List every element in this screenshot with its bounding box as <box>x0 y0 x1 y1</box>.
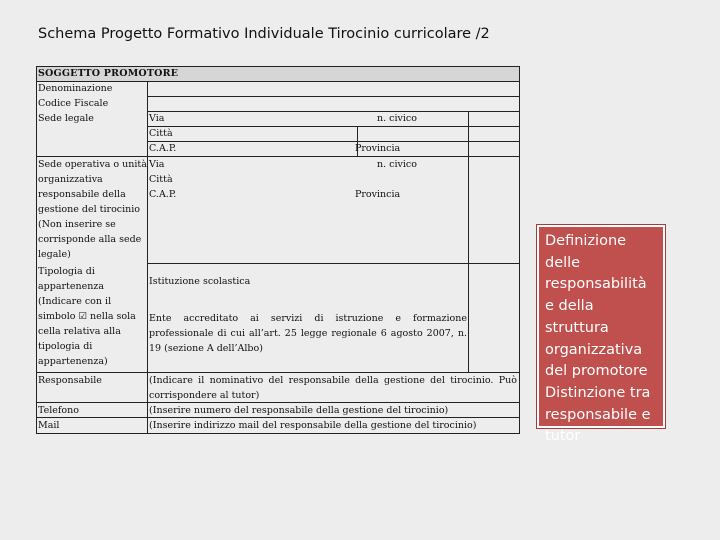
row-divider <box>147 111 519 112</box>
callout-text: Definizione delle responsabilità e della struttura organizzativa del promotore Distinzione tra responsabile e tutor <box>545 233 651 445</box>
page-title: Schema Progetto Formativo Individuale Tirocinio curricolare /2 <box>38 26 490 42</box>
sede-legale-civico: n. civico <box>377 113 417 124</box>
denominazione-label: Denominazione <box>38 83 113 94</box>
row-divider <box>147 263 519 264</box>
sede-operativa-civico: n. civico <box>377 159 417 170</box>
mail-value[interactable]: (Inserire indirizzo mail del responsabile della gestione del tirocinio) <box>149 420 477 431</box>
sede-operativa-provincia: Provincia <box>355 189 401 200</box>
telefono-label: Telefono <box>38 405 79 416</box>
row-divider <box>147 141 519 142</box>
column-divider <box>468 263 469 372</box>
row-divider <box>147 126 519 127</box>
table-header <box>37 67 519 82</box>
mail-label: Mail <box>38 420 60 431</box>
sede-operativa-citta: Città <box>149 174 173 185</box>
tipologia-option-ente[interactable]: Ente accreditato ai servizi di istruzione e formazione professionale di cui all’art. 25 legge regionale 6 agosto 2007, n. 19 (sezione A dell’Albo) <box>149 313 467 354</box>
sede-legale-provincia: Provincia <box>355 143 401 154</box>
tipologia-option-scuola[interactable]: Istituzione scolastica <box>149 276 251 287</box>
callout-box <box>537 225 665 445</box>
denominazione-field[interactable] <box>148 81 520 95</box>
column-divider <box>468 156 469 263</box>
header-label: SOGGETTO PROMOTORE <box>38 68 179 79</box>
column-divider <box>357 126 358 141</box>
codice-fiscale-field[interactable] <box>148 96 520 110</box>
sede-legale-label: Sede legale <box>38 113 94 124</box>
sede-legale-cap: C.A.P. <box>149 143 177 154</box>
sede-operativa-cap: C.A.P. <box>149 189 177 200</box>
sede-operativa-label: Sede operativa o unità organizzativa responsabile della gestione del tirocinio (Non inserire se corrisponde alla sede legale) <box>38 159 147 260</box>
responsabile-label: Responsabile <box>38 375 102 386</box>
codice-fiscale-label: Codice Fiscale <box>38 98 109 109</box>
responsabile-value[interactable]: (Indicare il nominativo del responsabile della gestione del tirocinio. Può corrispondere al tutor) <box>149 375 517 401</box>
sede-operativa-via: Via <box>149 159 165 170</box>
sede-legale-citta: Città <box>149 128 173 139</box>
telefono-value[interactable]: (Inserire numero del responsabile della gestione del tirocinio) <box>149 405 449 416</box>
column-divider <box>468 111 469 156</box>
promoter-form-table <box>36 66 520 434</box>
tipologia-label: Tipologia di appartenenza (Indicare con il simbolo ☑ nella sola cella relativa alla tipologia di appartenenza) <box>38 266 136 367</box>
sede-legale-via: Via <box>149 113 165 124</box>
